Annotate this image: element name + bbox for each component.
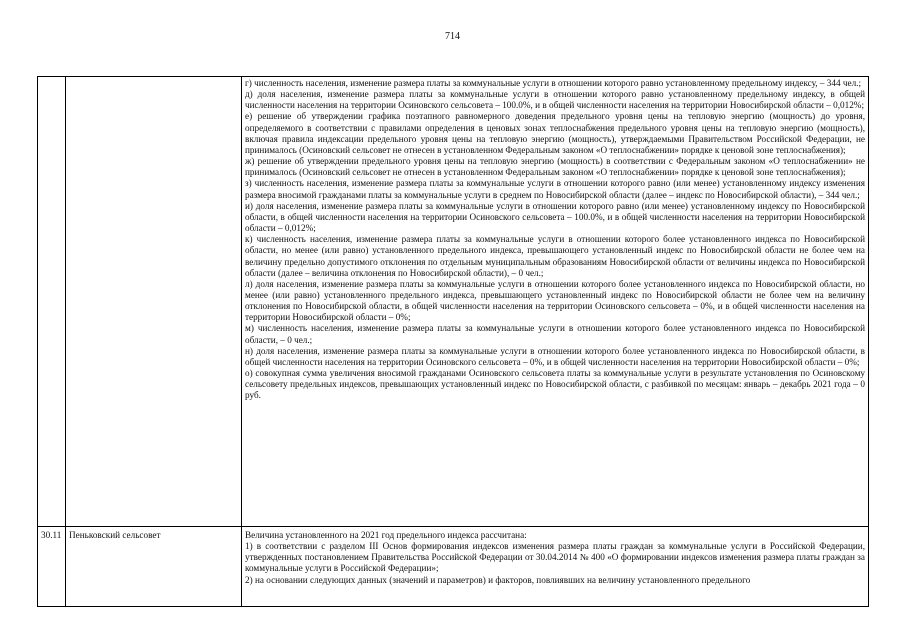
table-row: [38, 77, 869, 527]
paragraph-intro: Величина установленного на 2021 год предельного индекса рассчитана:: [245, 530, 527, 540]
paragraph-m: м) численность населения, изменение размера платы за коммунальные услуги в отношении которого более установленного индекса по Новосибирской области, – 0 чел.;: [245, 323, 865, 345]
paragraph-2: 2) на основании следующих данных (значений и параметров) и факторов, повлиявших на величину установленного предельного: [245, 574, 751, 585]
paragraph-n: н) доля населения, изменение размера платы за коммунальные услуги в отношении которого более установленного индекса по Новосибирской области, в общей численности населения на территории Осиновского сельсовета – 0%, и в общей численности населения на территории Новосибирской области – 0%;: [245, 345, 865, 367]
paragraph-e: е) решение об утверждении графика поэтапного равномерного доведения предельного уровня цены на тепловую энергию (мощность) до уровня, определяемого в соответствии с правилами определения в ценовых зонах теплоснабжения предельного уровня цены на тепловую энергию (мощность), включая правила индексации предельного уровня цены на тепловую энергию (мощность), утверждаемыми Правительством Российской Федерации, не принималось (Осиновский сельсовет не отнесен в установленном Федеральным законом «О теплоснабжении» порядке к ценовой зоне теплоснабжения);: [245, 111, 865, 155]
content-table: [37, 76, 869, 607]
paragraph-l: л) доля населения, изменение размера платы за коммунальные услуги в отношении которого более установленного индекса по Новосибирской области, но менее (или равно) установленного предельного индекса, превышающего установленный индекс по Новосибирской области не более чем на величину отклонения по Новосибирской области, в общей численности населения на территории Осиновского сельсовета – 0%, и в общей численности населения на территории Новосибирской области – 0%;: [245, 278, 865, 323]
table-row: [38, 527, 869, 607]
row-number: 30.11: [41, 530, 62, 540]
municipality-cell: [66, 77, 242, 527]
municipality-name: Пеньковский сельсовет: [69, 530, 161, 540]
paragraph-k: к) численность населения, изменение размера платы за коммунальные услуги в отношении которого более установленного индекса по Новосибирской области, но менее (или равно) установленного предельного индекса, превышающего установленный индекс по Новосибирской области не более чем на величину предельно допустимого отклонения по отдельным муниципальным образованиям Новосибирской области от величины индекса по Новосибирской области (далее – величина отклонения по Новосибирской области), – 0 чел.;: [245, 234, 865, 278]
paragraph-1: 1) в соответствии с разделом III Основ формирования индексов изменения размера платы граждан за коммунальные услуги в Российской Федерации, утвержденных постановлением Правительства Российской Федерации от 30.04.2014 № 400 «О формировании индексов изменения размера платы граждан за коммунальные услуги в Российской Федерации»;: [245, 541, 865, 574]
page-number: 714: [445, 31, 460, 42]
paragraph-z: з) численность населения, изменение размера платы за коммунальные услуги в отношении которого равно (или менее) установленному индексу изменения размера вносимой гражданами платы за коммунальные услуги в среднем по Новосибирской области (далее – индекс по Новосибирской области), – 344 чел.;: [245, 178, 865, 200]
paragraph-o: о) совокупная сумма увеличения вносимой гражданами Осиновского сельсовета платы за коммунальные услуги в результате установления по Осиновскому сельсовету предельных индексов, превышающих установленный индекс по Новосибирской области, с разбивкой по месяцам: январь – декабрь 2021 года – 0 руб.: [245, 368, 865, 401]
row-number-cell: [38, 527, 66, 607]
paragraph-i: и) доля населения, изменение размера платы за коммунальные услуги в отношении которого равно (или менее) установленному индексу по Новосибирской области, в общей численности населения на территории Осиновского сельсовета – 100.0%, и в общей численности населения на территории Новосибирской области – 0,012%;: [245, 200, 865, 234]
row-number-cell: [38, 77, 66, 527]
paragraph-d: д) доля населения, изменение размера платы за коммунальные услуги в отношении которого равно установленному предельному индексу, в общей численности населения на территории Осиновского сельсовета – 100.0%, и в общей численности населения на территории Новосибирской области – 0,012%;: [245, 89, 865, 111]
description-cell: [242, 527, 869, 607]
paragraph-zh: ж) решение об утверждении предельного уровня цены на тепловую энергию (мощность) в соответствии с Федеральным законом «О теплоснабжении» не принималось (Осиновский сельсовет не отнесен в установленном Федеральным законом «О теплоснабжении» порядке к ценовой зоне теплоснабжения);: [245, 156, 865, 178]
paragraph-g: г) численность населения, изменение размера платы за коммунальные услуги в отношении которого равно установленному предельному индексу, – 344 чел.;: [245, 78, 861, 88]
municipality-cell: [66, 527, 242, 607]
description-cell: [242, 77, 869, 527]
